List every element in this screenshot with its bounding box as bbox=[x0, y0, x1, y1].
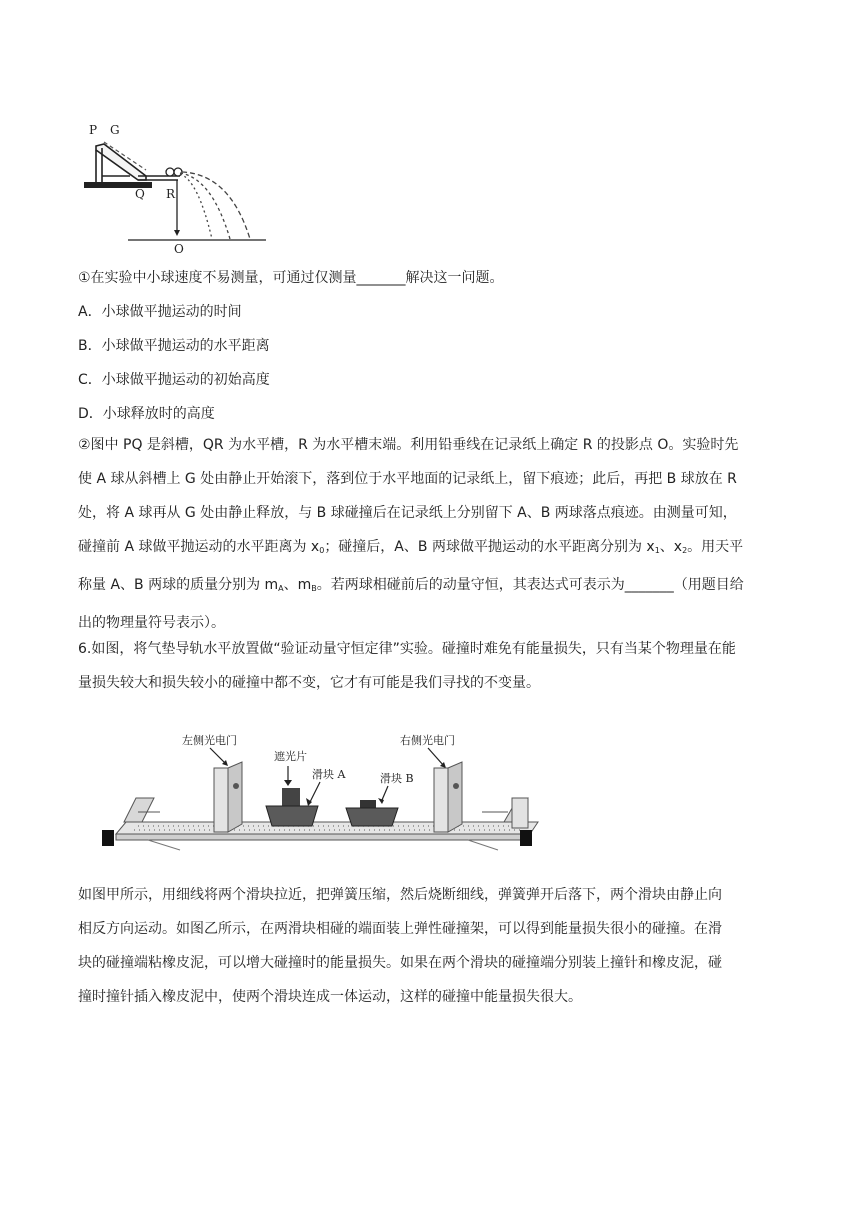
para3-line-1: 如图甲所示，用细线将两个滑块拉近，把弹簧压缩，然后烧断细线，弹簧弹开后落下，两个滑块由静止向 bbox=[78, 887, 722, 903]
label-shade: 遮光片 bbox=[274, 750, 307, 763]
q2-line-1: ②图中 PQ 是斜槽，QR 为水平槽，R 为水平槽末端。利用铅垂线在记录纸上确定 R 的投影点 O。实验时先 bbox=[78, 437, 739, 453]
right-end-block bbox=[520, 830, 532, 846]
question-6-text bbox=[78, 632, 786, 700]
label-q: Q bbox=[135, 187, 145, 201]
q6-line-1: 6.如图，将气垫导轨水平放置做“验证动量守恒定律”实验。碰撞时难免有能量损失，只有当某个物理量在能 bbox=[78, 641, 736, 657]
label-slider-b: 滑块 B bbox=[380, 772, 414, 785]
track-body bbox=[116, 822, 538, 834]
experiment-description bbox=[78, 878, 786, 1014]
right-photogate bbox=[434, 768, 448, 832]
q2-line-2: 使 A 球从斜槽上 G 处由静止开始滚下，落到位于水平地面的记录纸上，留下痕迹；此后，再把 B 球放在 R bbox=[78, 471, 737, 487]
incline-ramp bbox=[96, 144, 146, 180]
label-r: R bbox=[166, 187, 176, 201]
para3-line-4: 撞时撞针插入橡皮泥中，使两个滑块连成一体运动，这样的碰撞中能量损失很大。 bbox=[78, 989, 582, 1005]
label-o: O bbox=[174, 242, 184, 256]
q2-line-5: 称量 A、B 两球的质量分别为 $m_A$、$m_B$。若两球相碰前后的动量守恒，其表达式可表示为_______（用题目给 bbox=[78, 577, 744, 593]
ball-a bbox=[166, 168, 174, 176]
label-g: G bbox=[110, 123, 120, 137]
label-left-gate: 左侧光电门 bbox=[182, 734, 237, 747]
slider-b bbox=[346, 808, 398, 826]
slider-a bbox=[266, 806, 318, 826]
left-end-block bbox=[102, 830, 114, 846]
q6-line-2: 量损失较大和损失较小的碰撞中都不变，它才有可能是我们寻找的不变量。 bbox=[78, 675, 540, 691]
label-right-gate: 右侧光电门 bbox=[400, 734, 455, 747]
q2-line-4: 碰撞前 A 球做平抛运动的水平距离为 $x_0$；碰撞后，A、B 两球做平抛运动的水平距离分别为 $x_1$、$x_2$。用天平 bbox=[78, 539, 744, 555]
shading-plate bbox=[282, 788, 300, 806]
label-slider-a: 滑块 A bbox=[312, 768, 346, 781]
q2-line-6: 出的物理量符号表示）。 bbox=[78, 615, 225, 631]
option-b: B．小球做平抛运动的水平距离 bbox=[78, 338, 270, 354]
air-track-figure bbox=[98, 726, 548, 856]
para3-line-3: 块的碰撞端粘橡皮泥，可以增大碰撞时的能量损失。如果在两个滑块的碰撞端分别装上撞针和橡皮泥，碰 bbox=[78, 955, 722, 971]
para3-line-2: 相反方向运动。如图乙所示，在两滑块相碰的端面装上弹性碰撞架，可以得到能量损失很小的碰撞。在滑 bbox=[78, 921, 722, 937]
option-d: D．小球释放时的高度 bbox=[78, 406, 215, 422]
question-1-stem: ①在实验中小球速度不易测量，可通过仅测量_______解决这一问题。 bbox=[78, 270, 504, 286]
left-photogate bbox=[214, 768, 228, 832]
option-a: A．小球做平抛运动的时间 bbox=[78, 304, 242, 320]
incline-apparatus-figure bbox=[80, 118, 270, 256]
label-p: P bbox=[89, 123, 98, 137]
q2-line-3: 处，将 A 球再从 G 处由静止释放，与 B 球碰撞后在记录纸上分别留下 A、B 两球落点痕迹。由测量可知， bbox=[78, 505, 737, 521]
option-c: C．小球做平抛运动的初始高度 bbox=[78, 372, 270, 388]
question-2-text bbox=[78, 428, 786, 640]
